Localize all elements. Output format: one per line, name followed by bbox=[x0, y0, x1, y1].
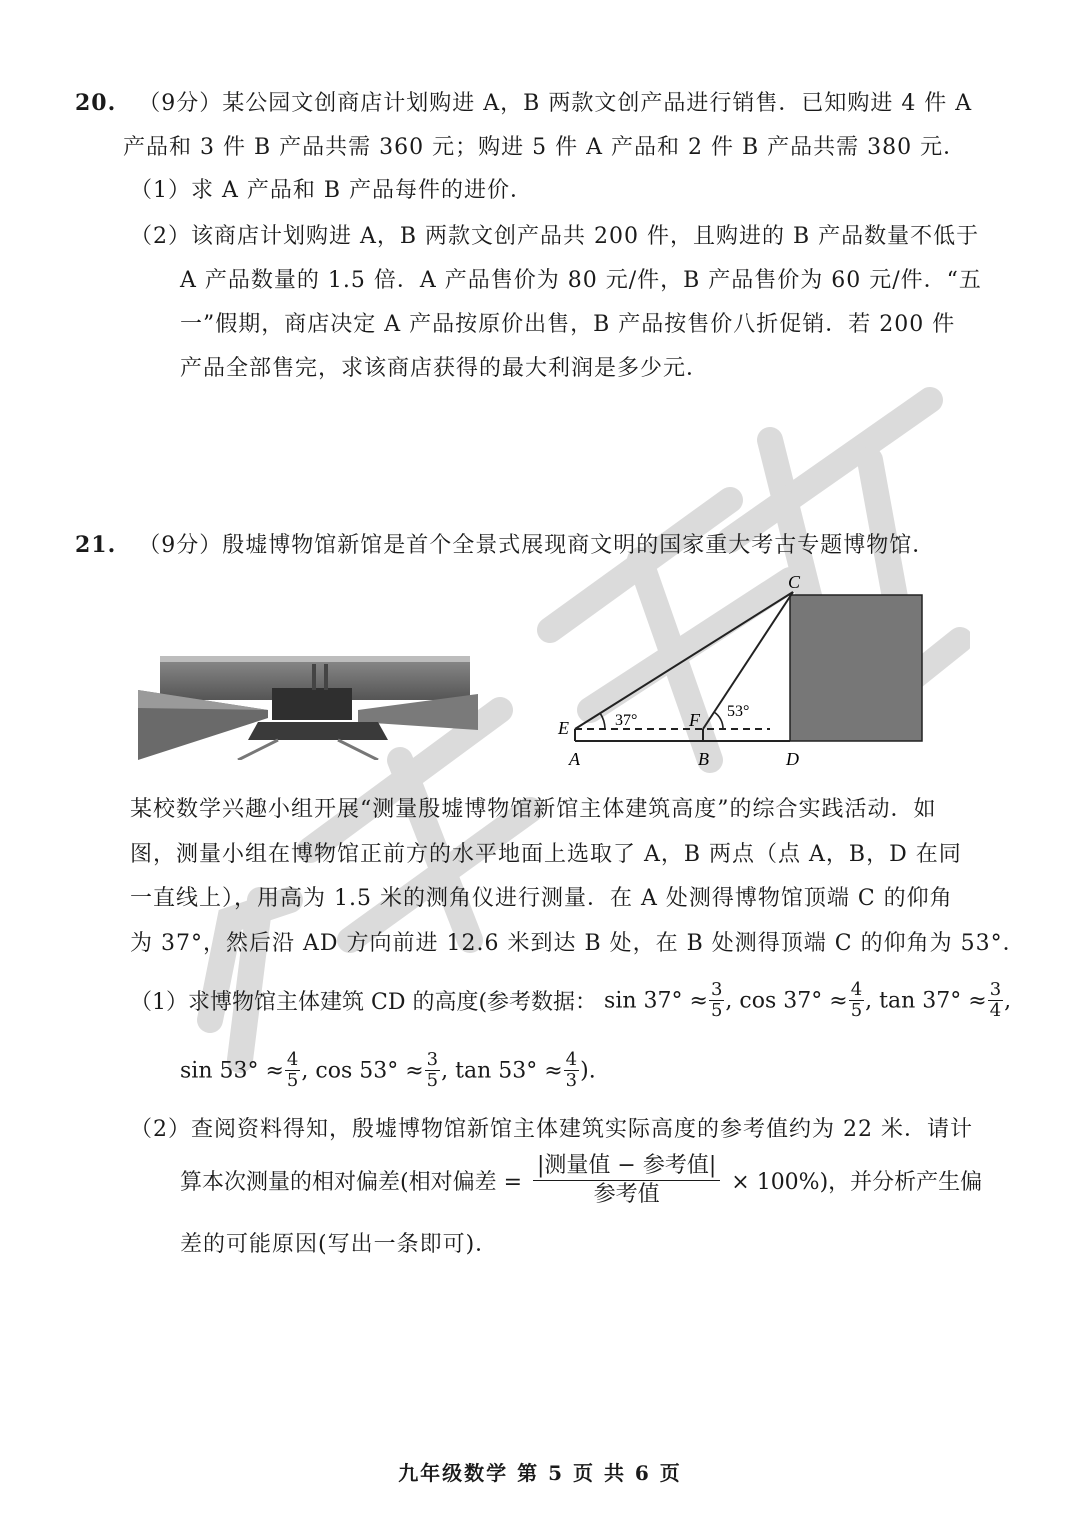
q21-body-line-4: 为 37°，然后沿 AD 方向前进 12.6 米到达 B 处，在 B 处测得顶端 C 的仰角为 53°． bbox=[130, 931, 1026, 956]
trig-cos53: cos 53° ≈ $\frac{3}{5}$ , bbox=[315, 1049, 449, 1091]
trig-tan53: tan 53° ≈ $\frac{4}{3}$ ). bbox=[455, 1049, 596, 1091]
q21-part1-line-1: （1）求博物馆主体建筑 CD 的高度(参考数据： sin 37° ≈ $\frac{3}{5}$ , cos 37° ≈ $\frac{4}{5}$ , tan 37° ≈ $\frac{3}{4}$ , bbox=[130, 979, 1012, 1021]
trig-sin37: sin 37° ≈ $\frac{3}{5}$ , bbox=[604, 979, 733, 1021]
q21-part1-line-2 bbox=[180, 1050, 596, 1091]
q21-part2-line-2: 算本次测量的相对偏差(相对偏差 = |测量值 − 参考值| 参考值 × 100%)，并分析产生偏 bbox=[180, 1153, 983, 1207]
page-footer: 九年级数学 第 5 页 共 6 页 bbox=[398, 1461, 682, 1485]
q21-body-line-3: 一直线上），用高为 1.5 米的测角仪进行测量．在 A 处测得博物馆顶端 C 的仰角 bbox=[130, 886, 953, 911]
trig-tan37: tan 37° ≈ $\frac{3}{4}$ , bbox=[879, 979, 1012, 1021]
trig-sin53: sin 53° ≈ $\frac{4}{5}$ , bbox=[180, 1049, 309, 1091]
q21-body-line-2: 图，测量小组在博物馆正前方的水平地面上选取了 A，B 两点（点 A，B，D 在同 bbox=[130, 842, 962, 867]
q21-body-line-1: 某校数学兴趣小组开展“测量殷墟博物馆新馆主体建筑高度”的综合实践活动．如 bbox=[130, 797, 937, 822]
museum-photo bbox=[138, 650, 478, 760]
label-E: E bbox=[558, 718, 569, 738]
q21-number: 21. bbox=[75, 532, 117, 558]
q20-number: 20. bbox=[75, 90, 117, 116]
q20-part2-line-1: （2）该商店计划购进 A，B 两款文创产品共 200 件，且购进的 B 产品数量不低于 bbox=[130, 224, 980, 249]
q20-line-1: 20. （9分）某公园文创商店计划购进 A，B 两款文创产品进行销售．已知购进 4 件 A bbox=[75, 90, 973, 116]
label-angle-53: 53° bbox=[727, 703, 750, 720]
label-B: B bbox=[698, 749, 709, 769]
q20-part2-line-3: 一”假期，商店决定 A 产品按原价出售，B 产品按售价八折促销．若 200 件 bbox=[180, 312, 956, 337]
label-F: F bbox=[689, 710, 700, 730]
label-angle-37: 37° bbox=[615, 712, 638, 729]
relative-deviation-fraction: |测量值 − 参考值| 参考值 bbox=[533, 1152, 720, 1209]
label-D: D bbox=[786, 749, 799, 769]
trig-cos37: cos 37° ≈ $\frac{4}{5}$ , bbox=[739, 979, 873, 1021]
q20-part2-line-2: A 产品数量的 1.5 倍．A 产品售价为 80 元/件，B 产品售价为 60 元/件．“五 bbox=[180, 268, 982, 293]
label-C: C bbox=[788, 572, 801, 592]
geometry-figure bbox=[555, 570, 935, 775]
label-A: A bbox=[569, 749, 580, 769]
q20-line-2: 产品和 3 件 B 产品共需 360 元；购进 5 件 A 产品和 2 件 B 产品共需 380 元． bbox=[123, 135, 967, 160]
q21-intro: 21. （9分）殷墟博物馆新馆是首个全景式展现商文明的国家重大考古专题博物馆． bbox=[75, 532, 936, 558]
q21-part2-line-3: 差的可能原因(写出一条即可)． bbox=[180, 1232, 499, 1257]
q20-part1: （1）求 A 产品和 B 产品每件的进价． bbox=[130, 178, 534, 203]
q20-part2-line-4: 产品全部售完，求该商店获得的最大利润是多少元． bbox=[180, 356, 710, 381]
building-rect bbox=[790, 595, 922, 741]
q21-part2-line-1: （2）查阅资料得知，殷墟博物馆新馆主体建筑实际高度的参考值约为 22 米．请计 bbox=[130, 1117, 973, 1142]
